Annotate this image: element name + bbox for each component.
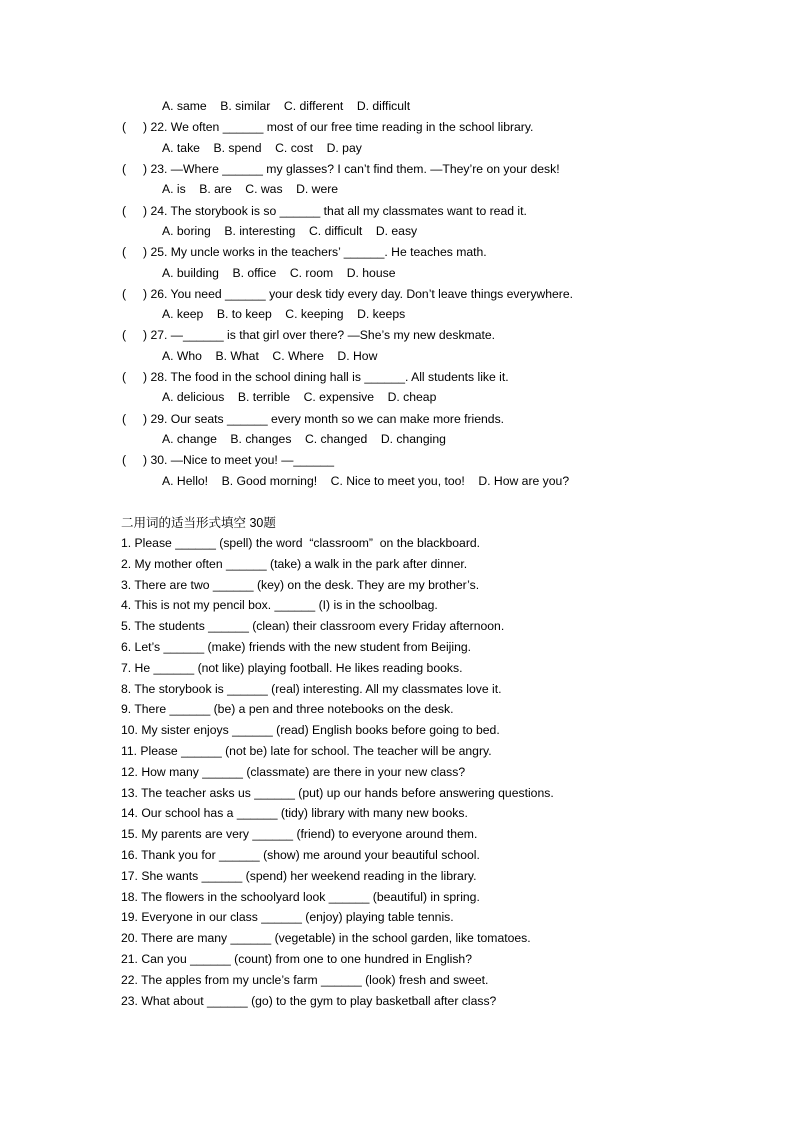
question-30 xyxy=(122,452,334,468)
fill-item-14: 14. Our school has a ______ (tidy) library with many new books. xyxy=(121,806,468,820)
question-stem: 22. We often ______ most of our free time reading in the school library. xyxy=(150,120,534,134)
fill-item-2: 2. My mother often ______ (take) a walk in the park after dinner. xyxy=(121,557,468,571)
question-30-options: A. Hello! B. Good morning! C. Nice to meet you, too! D. How are you? xyxy=(162,474,570,488)
fill-item-16: 16. Thank you for ______ (show) me around your beautiful school. xyxy=(121,848,480,862)
question-23 xyxy=(122,161,560,177)
answer-bracket: ( ) xyxy=(122,204,148,218)
question-stem: 24. The storybook is so ______ that all my classmates want to read it. xyxy=(150,204,527,218)
question-25-options: A. building B. office C. room D. house xyxy=(162,266,396,280)
fill-item-4: 4. This is not my pencil box. ______ (I) is in the schoolbag. xyxy=(121,598,438,612)
answer-bracket: ( ) xyxy=(122,245,148,259)
fill-item-13: 13. The teacher asks us ______ (put) up our hands before answering questions. xyxy=(121,786,554,800)
fill-item-6: 6. Let’s ______ (make) friends with the new student from Beijing. xyxy=(121,640,472,654)
question-21-options: A. same B. similar C. different D. difficult xyxy=(162,99,411,113)
question-26 xyxy=(122,286,573,302)
fill-item-21: 21. Can you ______ (count) from one to one hundred in English? xyxy=(121,952,472,966)
fill-item-10: 10. My sister enjoys ______ (read) English books before going to bed. xyxy=(121,723,500,737)
question-stem: 29. Our seats ______ every month so we can make more friends. xyxy=(150,412,505,426)
answer-bracket: ( ) xyxy=(122,370,148,384)
question-27 xyxy=(122,327,495,343)
question-stem: 23. —Where ______ my glasses? I can’t find them. —They’re on your desk! xyxy=(150,162,560,176)
question-29-options: A. change B. changes C. changed D. changing xyxy=(162,432,446,446)
section-heading: 二用词的适当形式填空 30题 xyxy=(121,516,276,530)
fill-item-11: 11. Please ______ (not be) late for school. The teacher will be angry. xyxy=(121,744,492,758)
answer-bracket: ( ) xyxy=(122,120,148,134)
answer-bracket: ( ) xyxy=(122,453,148,467)
fill-item-1: 1. Please ______ (spell) the word “classroom” on the blackboard. xyxy=(121,536,481,550)
question-stem: 25. My uncle works in the teachers’ ______. He teaches math. xyxy=(150,245,487,259)
question-24-options: A. boring B. interesting C. difficult D. easy xyxy=(162,224,418,238)
answer-bracket: ( ) xyxy=(122,287,148,301)
question-stem: 30. —Nice to meet you! —______ xyxy=(150,453,335,467)
fill-item-12: 12. How many ______ (classmate) are there in your new class? xyxy=(121,765,466,779)
fill-item-5: 5. The students ______ (clean) their classroom every Friday afternoon. xyxy=(121,619,505,633)
question-23-options: A. is B. are C. was D. were xyxy=(162,182,339,196)
question-26-options: A. keep B. to keep C. keeping D. keeps xyxy=(162,307,406,321)
question-24 xyxy=(122,203,527,219)
question-stem: 26. You need ______ your desk tidy every day. Don’t leave things everywhere. xyxy=(150,287,573,301)
question-stem: 28. The food in the school dining hall is ______. All students like it. xyxy=(150,370,509,384)
fill-item-15: 15. My parents are very ______ (friend) to everyone around them. xyxy=(121,827,478,841)
fill-item-17: 17. She wants ______ (spend) her weekend reading in the library. xyxy=(121,869,477,883)
question-22-options: A. take B. spend C. cost D. pay xyxy=(162,141,362,155)
question-25 xyxy=(122,244,487,260)
question-29 xyxy=(122,411,504,427)
question-28-options: A. delicious B. terrible C. expensive D. cheap xyxy=(162,390,437,404)
fill-item-23: 23. What about ______ (go) to the gym to play basketball after class? xyxy=(121,994,497,1008)
fill-item-3: 3. There are two ______ (key) on the desk. They are my brother’s. xyxy=(121,578,480,592)
question-stem: 27. —______ is that girl over there? —She’s my new deskmate. xyxy=(150,328,496,342)
fill-item-8: 8. The storybook is ______ (real) interesting. All my classmates love it. xyxy=(121,682,502,696)
answer-bracket: ( ) xyxy=(122,328,148,342)
fill-item-22: 22. The apples from my uncle’s farm ______ (look) fresh and sweet. xyxy=(121,973,489,987)
fill-item-9: 9. There ______ (be) a pen and three notebooks on the desk. xyxy=(121,702,454,716)
answer-bracket: ( ) xyxy=(122,412,148,426)
fill-item-7: 7. He ______ (not like) playing football. He likes reading books. xyxy=(121,661,463,675)
question-28 xyxy=(122,369,509,385)
answer-bracket: ( ) xyxy=(122,162,148,176)
fill-item-20: 20. There are many ______ (vegetable) in the school garden, like tomatoes. xyxy=(121,931,531,945)
fill-item-19: 19. Everyone in our class ______ (enjoy) playing table tennis. xyxy=(121,910,454,924)
fill-item-18: 18. The flowers in the schoolyard look ______ (beautiful) in spring. xyxy=(121,890,480,904)
question-22 xyxy=(122,119,533,135)
question-27-options: A. Who B. What C. Where D. How xyxy=(162,349,378,363)
